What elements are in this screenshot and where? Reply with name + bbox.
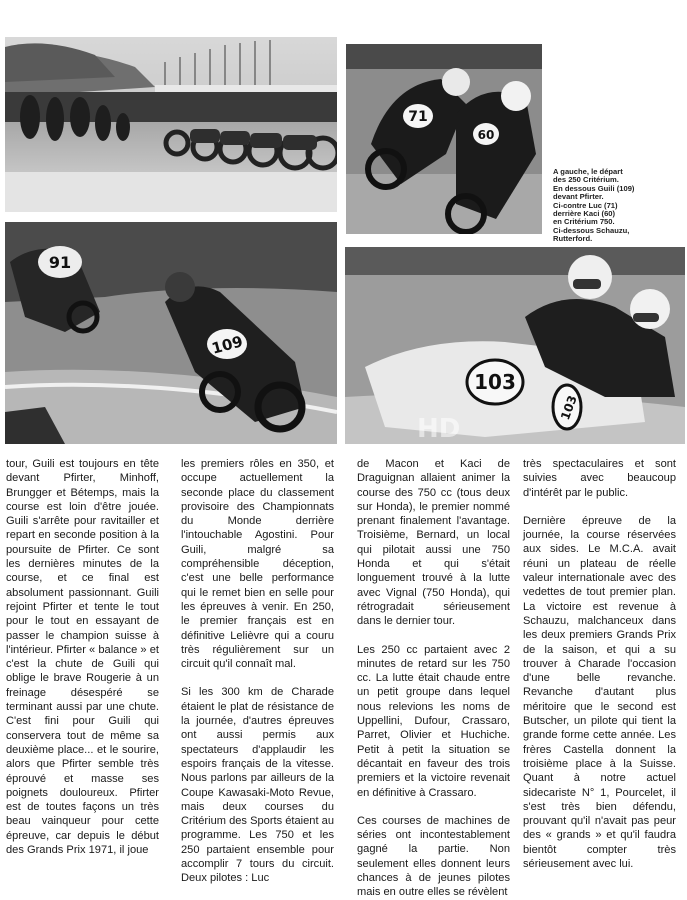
article-paragraph: de Macon et Kaci de Draguignan allaient animer la course des 750 cc (tous deux sur Honda), le premier nommé prenant finalement l'avantage. Troisième, Bernard, un local qui pilotait aussi une 750 Honda et qui s'était longuement trouvé à la lutte avec Vignal (750 Honda), qui rétrogradait sérieusement dans le dernier tour. [357, 458, 510, 628]
article-paragraph: très spectaculaires et sont suivies avec beaucoup d'intérêt par le public. [523, 458, 676, 499]
sidecar-number-103-side: 103 [558, 393, 580, 422]
watermark: HD [417, 414, 461, 444]
start-grid-photo [5, 37, 337, 212]
caption-line: Ci-contre Luc (71) [553, 200, 618, 210]
photo-caption [553, 168, 685, 244]
duel-number-60: 60 [477, 128, 495, 142]
article-paragraph: Les 250 cc partaient avec 2 minutes de retard sur les 750 cc. La lutte était chaude entre un petit groupe dans lequel nous relevions les noms de Uppellini, Dufour, Crassaro, Parret, Olivier et Huchiche. Petit à petit la situation se décantait en faveur des trois premiers et la victoire revenait en définitive à Crassaro. [357, 643, 510, 799]
rider-cornering-photo [5, 222, 337, 444]
article-paragraph: Si les 300 km de Charade étaient le plat de résistance de la journée, d'autres épreuves ont aussi permis aux spectateurs d'applaudir les espoirs français de la vitesse. Nous parlons par ailleurs de la Coupe Kawasaki-Moto Revue, mais deux courses du Critérium des Sports étaient au programme. Les 750 et les 250 partaient ensemble pour accomplir 7 tours du circuit. Deux pilotes : Luc [181, 686, 334, 885]
article-paragraph: Dernière épreuve de la journée, la course réservées aux sides. Le M.C.A. avait réuni un plateau de réelle valeur internationale avec des vedettes de tout premier plan. La victoire est revenue à Schauzu, malchanceux dans les deux premiers Grands Prix de la saison, et qui a su trouver à Charade l'occasion d'une belle revanche. Revanche d'autant plus méritoire que le second est Butscher, un pilote qui tient la grande forme cette année. Les frères Castella donnent la troisième place à la Suisse. Quant à notre actuel sidecariste N° 1, Pourcelet, il s'est très bien défendu, prouvant qu'il n'avait pas peur des « grands » et qu'il faudra bientôt compter très sérieusement avec lui. [523, 514, 676, 871]
article-paragraph: les premiers rôles en 350, et occupe actuellement la seconde place du classement provisoire des Championnats du Monde derrière l'intouchable Agostini. Pour Guili, malgré sa compréhensible déception, c'est une belle performance qui le remet bien en selle pour les épreuves à venir. En 250, le premier français est en définitive Lelièvre qui a couru très régulièrement sur un circuit qu'il connaît mal. [181, 458, 334, 671]
article-column-3 [357, 457, 510, 900]
article-paragraph: Ces courses de machines de séries ont incontestablement gagné la partie. Non seulement elles donnent leurs chances à de jeunes pilotes mais en outre elles se révèlent [357, 814, 510, 899]
rider-number-91: 91 [48, 253, 72, 272]
caption-line: des 250 Critérium. [553, 175, 619, 185]
duel-number-71: 71 [408, 109, 428, 125]
caption-line: A gauche, le départ [553, 167, 623, 176]
article-paragraph: tour, Guili est toujours en tête devant Pfirter, Minhoff, Brungger et Bétemps, mais la course est loin d'être jouée. Guili s'arrête pour ravitailler et repart en seconde position à la poursuite de Pfirter. Ce sont les dernières minutes de la course, et ce final est absolument passionnant. Guili rejoint Pfirter et tente le tout pour le tout en essayant de passer le champion suisse à l'intérieur. Pfirter « balance » et c'est la chute de Guili qui oblige le brave Rougerie à un freinage désespéré se terminant aussi par une chute. C'est fini pour Guili qui conservera tout de même sa deuxième place... et le sourire, alors que Pfirter semble très éprouvé et masse ses poignets douloureux. Pfirter est de toutes façons un très beau vainqueur pour cette épreuve, car depuis le début des Grands Prix 1971, il joue [6, 458, 159, 857]
sidecar-photo [345, 247, 685, 444]
article-column-2 [181, 457, 334, 886]
article-column-1 [6, 457, 159, 857]
caption-line: Rutterford. [553, 234, 593, 244]
caption-line: devant Pfirter. [553, 192, 604, 202]
caption-line: derrière Kaci (60) [553, 209, 616, 219]
riders-duel-photo [346, 44, 542, 234]
caption-line: Ci-dessous Schauzu, [553, 225, 630, 235]
rider-number-109: 109 [209, 332, 245, 358]
article-column-4 [523, 457, 676, 871]
sidecar-number-103-front: 103 [474, 370, 516, 394]
caption-line: En dessous Guili (109) [553, 183, 635, 193]
caption-line: en Critérium 750. [553, 217, 615, 227]
